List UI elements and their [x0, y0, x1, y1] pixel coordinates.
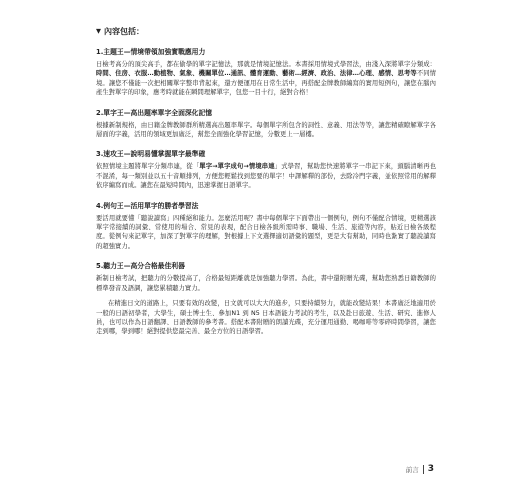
bold-text: 單字→單字成句→情境串連: [199, 163, 275, 171]
page-number: 3: [427, 464, 434, 474]
section-paragraph: [96, 299, 436, 337]
section-title: 5.聽力王—高分合格最佳利器: [96, 262, 185, 271]
text-run: 在精進日文的道路上，只要有效的改變，日文就可以大大的進步，只要持續努力，就能改變結果！本書廣泛地適用於一般的日語初學者，大學生，碩士博士生、參加N1 到 N5 日本語能力考試的考生，以及赴日旅遊、生活、研究、進修人員，也可以作為日語翻譯、日語教師的參考書。搭配本書附贈的朗讀光碟，充分運用通勤、喝咖啡等零碎時間學習，讓您走到哪，學到哪！絕對提供您最完善、最全方位的日語學習。: [96, 300, 436, 336]
text-run: 根據新制規格，由日籍金牌教師群所精選高出題率單字。每個單字所包含的詞性、意義、用法等等，讓您精確瞭解單字各層面的字義，活用的領域更加廣泛，幫您全面強化學習記憶，分數更上一層樓。: [96, 121, 436, 139]
section-title: 3.速攻王—說明易懂掌握單字最準確: [96, 150, 206, 159]
section: [96, 109, 436, 140]
section: [96, 48, 436, 98]
page-footer: [406, 464, 434, 474]
text-run: 」式學習，幫助您快速將單字一串記下來，頭腦清晰再也不混淆，每一類別並以五十音順排列，方便您輕鬆找到您要的單字！中譯解釋的部份，去除冷門字義，並依照常用的解釋依序編寫而成。讓您在最短時間內，迅速掌握日語單字。: [96, 163, 437, 190]
text-run: 要活用就要懂「聽說讀寫」四種絕和能力。怎麼活用呢？書中每個單字下面帶出一個例句，例句不僅配合情境，更精選該單字常接續的詞彙、常使用的場合、常見的表現，配合日檢各級所需時事、職場、生活、旅遊等內容，貼近日檢各級程度。從例句來記單字，加深了對單字的理解，對根據上下文選擇適切語彙的題型，更是大有幫助，同時也紮實了聽說讀寫的超強實力。: [96, 214, 436, 250]
section-title: 2.單字王—高出題率單字全面深化記憶: [96, 108, 213, 117]
section: [96, 202, 436, 252]
section-title: 1.主題王—情境帶領加強實戰應用力: [96, 48, 206, 56]
text-run: 日檢考高分的頂尖高手，都在偷學的單字記憶法，那就是情境記憶法。本書採用情境式學習法，由淺入深將單字分類成：: [96, 61, 436, 68]
text-run: 不同情境。讓您不僅能一次把相關單字整串背起來，還方便運用在日常生活中，再搭配金牌教師編寫的實用短例句，讓您在腦內產生對單字的印象，應考時就能在瞬間理解單字，包您一目十行，絕對合格！: [96, 70, 437, 97]
sections-list: [96, 48, 436, 337]
section-paragraph: [96, 162, 436, 190]
triangle-down-icon: ▼: [96, 26, 101, 35]
section: [96, 262, 436, 336]
section-paragraph: [96, 121, 436, 140]
text-run: 依照情境主題將單字分類串連，從「: [96, 163, 200, 171]
page-content: [96, 24, 436, 348]
section-paragraph: [96, 60, 436, 98]
section: [96, 150, 436, 190]
footer-divider: [423, 465, 424, 474]
section-paragraph: [96, 274, 436, 293]
bold-text: 時間、住房、衣服…動植物、氣象、機關單位…通訊、體育運動、藝術…經濟、政治、法律…心理、感情、思考等: [96, 70, 417, 78]
section-title: 4.例句王—活用單字的勝者學習法: [96, 201, 199, 210]
contents-heading: 內容包括：: [104, 26, 144, 36]
footer-label: 前言: [405, 465, 419, 474]
contents-heading-row: [96, 24, 436, 38]
text-run: 新制日檢考試，把聽力的分數提高了，合格最短距離就是加強聽力學習。為此，書中還附贈光碟，幫助您熟悉日籍教師的標準發音及語調，讓您累積聽力實力。: [96, 275, 436, 292]
section-paragraph: [96, 214, 436, 252]
